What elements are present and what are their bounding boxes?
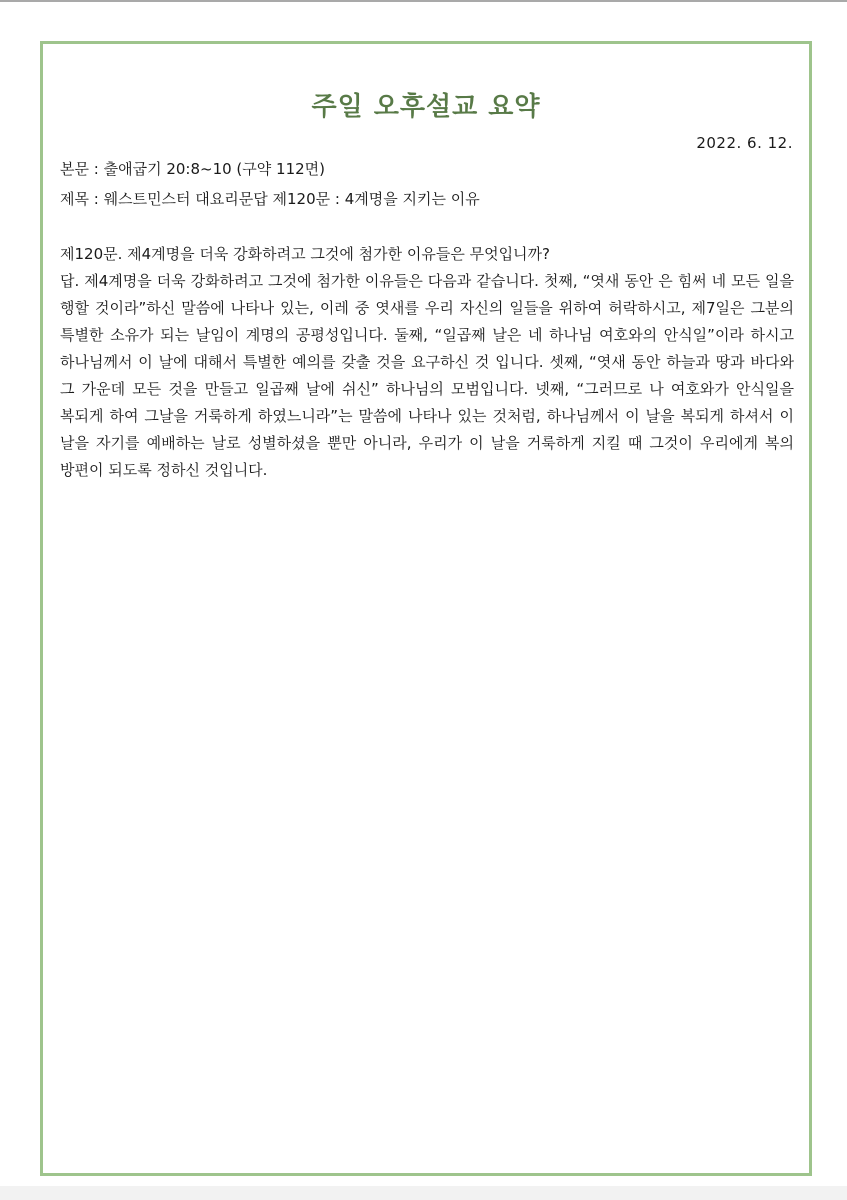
window-top-border: [0, 0, 847, 2]
subject-label: 제목: [60, 190, 89, 208]
document-page: [40, 41, 812, 1176]
scripture-reference: 출애굽기 20:8~10 (구약 112면): [103, 160, 326, 178]
subject-text: 웨스트민스터 대요리문답 제120문 : 4계명을 지키는 이유: [103, 190, 480, 208]
scripture-label: 본문: [60, 160, 89, 178]
subject-line: [60, 188, 480, 209]
catechism-question: 제120문. 제4계명을 더욱 강화하려고 그것에 첨가한 이유들은 무엇입니까?: [60, 245, 551, 263]
scripture-separator: :: [93, 160, 104, 178]
document-title: 주일 오후설교 요약: [311, 92, 541, 122]
catechism-answer: 답. 제4계명을 더욱 강화하려고 그것에 첨가한 이유들은 다음과 같습니다. 첫째, “엿새 동안 은 힘써 네 모든 일을 행할 것이라”하신 말씀에 나타나 있는, 이레 중 엿새를 우리 자신의 일들을 위하여 허락하시고, 제7일은 그분의 특별한 소유가 되는 날임이 계명의 공평성입니다. 둘째, “일곱째 날은 네 하나님 여호와의 안식일”이라 하시고 하나님께서 이 날에 대해서 특별한 예의를 갖출 것을 요구하신 것 입니다. 셋째, “엿새 동안 하늘과 땅과 바다와 그 가운데 모든 것을 만들고 일곱째 날에 쉬신” 하나님의 모범입니다. 넷째, “그러므로 나 여호와가 안식일을 복되게 하여 그날을 거룩하게 하였느니라”는 말씀에 나타나 있는 것처럼, 하나님께서 이 날을 복되게 하셔서 이 날을 자기를 예배하는 날로 성별하셨을 뿐만 아니라, 우리가 이 날을 거룩하게 지킬 때 그것이 우리에게 복의 방편이 되도록 정하신 것입니다.: [60, 272, 794, 479]
scripture-line: [60, 158, 325, 179]
subject-separator: :: [93, 190, 104, 208]
window-bottom-bar: [0, 1186, 847, 1200]
document-date: 2022. 6. 12.: [696, 134, 793, 152]
sermon-body: [60, 241, 794, 484]
